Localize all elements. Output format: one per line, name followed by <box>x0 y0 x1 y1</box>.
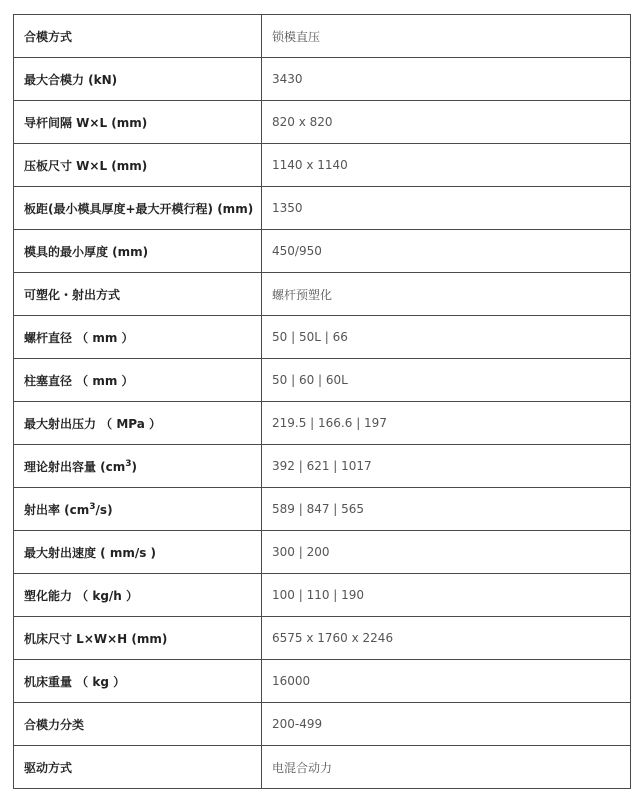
table-row <box>14 15 631 58</box>
row-value: 16000 <box>262 660 631 703</box>
row-value: 219.5 | 166.6 | 197 <box>262 402 631 445</box>
table-row <box>14 488 631 531</box>
row-label: 螺杆直径 （ mm ） <box>14 316 262 359</box>
row-label: 合模力分类 <box>14 703 262 746</box>
row-value: 1350 <box>262 187 631 230</box>
row-value: 50 | 50L | 66 <box>262 316 631 359</box>
row-value: 392 | 621 | 1017 <box>262 445 631 488</box>
row-value: 100 | 110 | 190 <box>262 574 631 617</box>
table-row <box>14 617 631 660</box>
table-row <box>14 316 631 359</box>
row-label: 压板尺寸 W×L (mm) <box>14 144 262 187</box>
label-text: 理论射出容量 (cm <box>24 459 126 474</box>
table-row <box>14 101 631 144</box>
spec-table <box>13 14 631 789</box>
row-label: 模具的最小厚度 (mm) <box>14 230 262 273</box>
row-value: 589 | 847 | 565 <box>262 488 631 531</box>
table-row <box>14 402 631 445</box>
row-label: 最大射出压力 （ MPa ） <box>14 402 262 445</box>
row-value: 820 x 820 <box>262 101 631 144</box>
label-text: 射出率 (cm <box>24 502 90 517</box>
superscript: 3 <box>89 501 96 512</box>
row-value: 300 | 200 <box>262 531 631 574</box>
table-row <box>14 273 631 316</box>
row-value: 1140 x 1140 <box>262 144 631 187</box>
row-label: 最大射出速度 ( mm/s ) <box>14 531 262 574</box>
table-row <box>14 359 631 402</box>
row-value: 3430 <box>262 58 631 101</box>
table-row <box>14 531 631 574</box>
row-label: 驱动方式 <box>14 746 262 789</box>
row-label: 机床尺寸 L×W×H (mm) <box>14 617 262 660</box>
row-value: 450/950 <box>262 230 631 273</box>
row-value: 螺杆预塑化 <box>262 273 631 316</box>
label-text: /s) <box>95 502 113 517</box>
row-label: 塑化能力 （ kg/h ） <box>14 574 262 617</box>
row-label: 合模方式 <box>14 15 262 58</box>
row-label: 可塑化・射出方式 <box>14 273 262 316</box>
table-row <box>14 746 631 789</box>
row-value: 50 | 60 | 60L <box>262 359 631 402</box>
table-row <box>14 660 631 703</box>
row-label <box>14 488 262 531</box>
table-row <box>14 58 631 101</box>
table-row <box>14 230 631 273</box>
row-label: 最大合模力 (kN) <box>14 58 262 101</box>
superscript: 3 <box>125 458 132 469</box>
row-value: 6575 x 1760 x 2246 <box>262 617 631 660</box>
table-row <box>14 445 631 488</box>
row-label: 柱塞直径 （ mm ） <box>14 359 262 402</box>
label-text: ) <box>131 459 138 474</box>
table-row <box>14 703 631 746</box>
table-row <box>14 144 631 187</box>
row-label: 机床重量 （ kg ） <box>14 660 262 703</box>
row-value: 锁模直压 <box>262 15 631 58</box>
row-label: 导杆间隔 W×L (mm) <box>14 101 262 144</box>
row-label: 板距(最小模具厚度+最大开模行程) (mm) <box>14 187 262 230</box>
row-value: 电混合动力 <box>262 746 631 789</box>
row-label <box>14 445 262 488</box>
table-row <box>14 187 631 230</box>
row-value: 200-499 <box>262 703 631 746</box>
table-row <box>14 574 631 617</box>
